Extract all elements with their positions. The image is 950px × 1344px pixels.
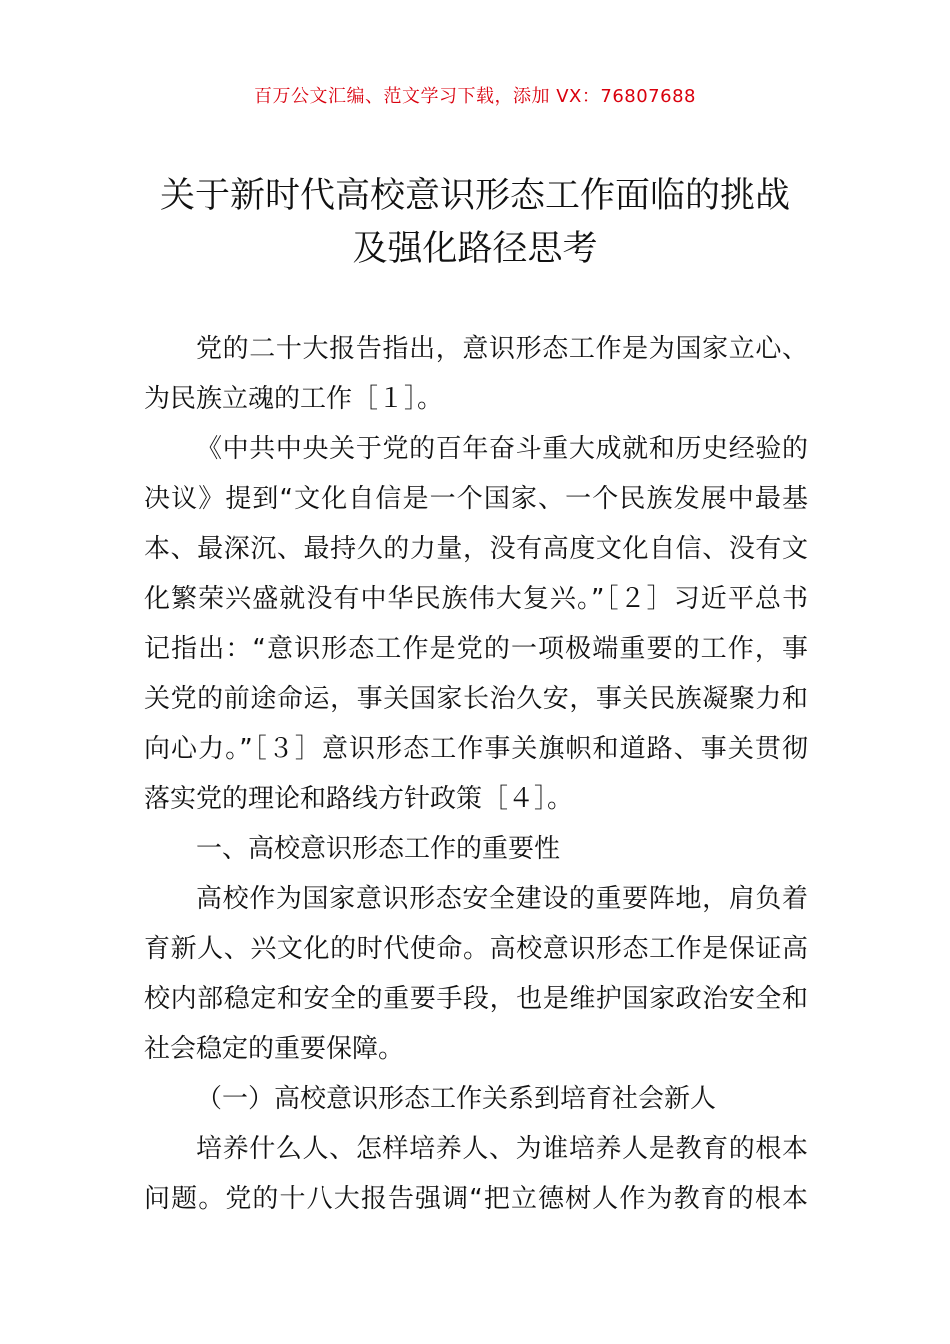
body-line: 问题。党的十八大报告强调“把立德树人作为教育的根本 — [144, 1184, 808, 1214]
body-line: 培养什么人、怎样培养人、为谁培养人是教育的根本 — [196, 1134, 808, 1164]
body-line: 为民族立魂的工作［１］。 — [144, 384, 444, 414]
body-line: 向心力。”［３］意识形态工作事关旗帜和道路、事关贯彻 — [144, 734, 808, 764]
promo-header — [0, 84, 950, 110]
body-line: 关党的前途命运，事关国家长治久安，事关民族凝聚力和 — [144, 684, 808, 714]
body-line: 记指出：“意识形态工作是党的一项极端重要的工作，事 — [144, 634, 808, 664]
body-line: 校内部稳定和安全的重要手段，也是维护国家政治安全和 — [144, 984, 808, 1014]
body-line: 高校作为国家意识形态安全建设的重要阵地，肩负着 — [196, 884, 808, 914]
body-line: 党的二十大报告指出，意识形态工作是为国家立心、 — [196, 334, 808, 364]
body-line: 育新人、兴文化的时代使命。高校意识形态工作是保证高 — [144, 934, 808, 964]
body-line: 决议》提到“文化自信是一个国家、一个民族发展中最基 — [144, 484, 808, 514]
title-line-1: 关于新时代高校意识形态工作面临的挑战 — [159, 176, 790, 216]
title-line-2: 及强化路径思考 — [352, 229, 598, 269]
document-title — [120, 170, 830, 276]
body-line: 本、最深沉、最持久的力量，没有高度文化自信、没有文 — [144, 534, 808, 564]
body-line: 化繁荣兴盛就没有中华民族伟大复兴。”［２］习近平总书 — [144, 584, 808, 614]
body-line: 落实党的理论和路线方针政策［４］。 — [144, 784, 574, 814]
promo-text: 百万公文汇编、范文学习下载，添加 VX：76807688 — [254, 86, 696, 107]
body-line: 《中共中央关于党的百年奋斗重大成就和历史经验的 — [196, 434, 808, 464]
subsection-heading: （一）高校意识形态工作关系到培育社会新人 — [196, 1084, 717, 1114]
body-line: 社会稳定的重要保障。 — [144, 1034, 405, 1064]
section-heading: 一、高校意识形态工作的重要性 — [196, 834, 561, 864]
document-body — [144, 324, 808, 1224]
